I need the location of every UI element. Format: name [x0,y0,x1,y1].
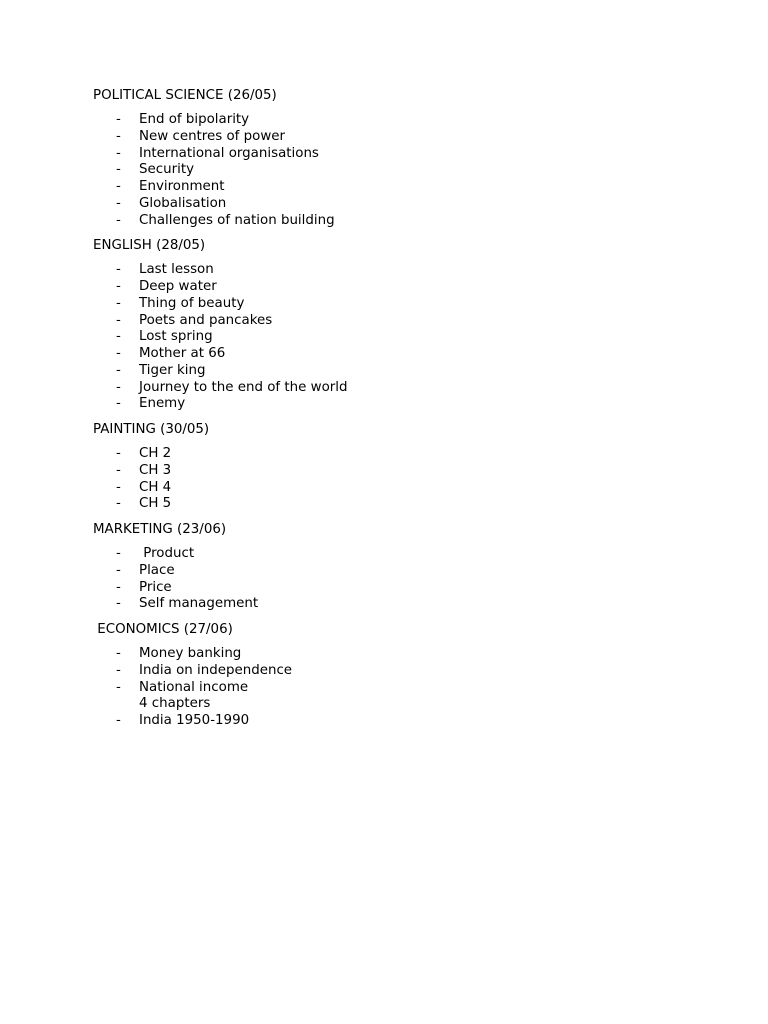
list-item-text: India on independence [139,662,293,678]
list-item [93,563,733,580]
section-item-list [93,646,733,730]
section-title: POLITICAL SCIENCE (26/05) [93,88,277,103]
list-item-text: National income [139,679,249,695]
dash-bullet: - [116,145,121,161]
list-item-text: Mother at 66 [139,346,226,361]
section-title: ENGLISH (28/05) [93,238,206,254]
list-item-text: Challenges of nation building [139,212,335,228]
list-item-text: Self management [139,596,259,612]
list-item-text: CH 4 [139,479,172,495]
list-item [93,596,733,613]
list-item [93,663,733,680]
dash-bullet: - [116,362,121,378]
list-item [93,546,733,563]
list-item-text: Globalisation [139,195,227,211]
list-item-text: CH 3 [139,462,172,478]
dash-bullet: - [116,279,121,294]
dash-bullet: - [116,579,121,595]
list-item [93,696,733,713]
list-item-text: Price [139,579,172,595]
list-item [93,380,733,397]
dash-bullet: - [116,479,121,495]
list-item-text: International organisations [139,145,319,161]
section-item-list [93,112,733,229]
dash-bullet: - [116,396,121,412]
list-item [93,580,733,597]
dash-bullet: - [116,112,121,127]
list-item-text: Thing of beauty [139,295,245,311]
list-item-text: New centres of power [139,128,286,144]
dash-bullet: - [116,662,121,678]
dash-bullet: - [116,346,121,361]
dash-bullet: - [116,546,121,561]
list-item-text: 4 chapters [139,696,211,712]
list-item-text: Lost spring [139,329,213,345]
list-item-text: End of bipolarity [139,112,250,127]
dash-bullet: - [116,596,121,612]
dash-bullet: - [116,446,121,461]
list-item [93,346,733,363]
list-item [93,196,733,213]
list-item [93,313,733,330]
list-item [93,262,733,279]
dash-bullet: - [116,562,121,578]
list-item-text: India 1950-1990 [139,713,250,728]
list-item [93,329,733,346]
list-item-text: Money banking [139,646,242,661]
section-item-list [93,546,733,613]
dash-bullet: - [116,179,121,194]
dash-bullet: - [116,162,121,178]
section-item-list [93,262,733,413]
list-item-text: Place [139,562,175,578]
section-title: PAINTING (30/05) [93,422,210,437]
list-item [93,446,733,463]
dash-bullet: - [116,379,121,395]
list-item [93,496,733,513]
list-item-text: CH 5 [139,496,172,512]
dash-bullet: - [116,195,121,211]
list-item [93,146,733,163]
dash-bullet: - [116,713,121,728]
dash-bullet: - [116,312,121,328]
section-title: MARKETING (23/06) [93,522,227,537]
dash-bullet: - [116,646,121,661]
list-item-text: Tiger king [139,362,206,378]
list-item [93,296,733,313]
list-item [93,112,733,129]
section-title: ECONOMICS (27/06) [93,622,233,637]
list-item-text: Deep water [139,279,217,294]
dash-bullet: - [116,128,121,144]
dash-bullet: - [116,212,121,228]
list-item [93,179,733,196]
list-item [93,363,733,380]
document-page [93,86,733,737]
dash-bullet: - [116,329,121,345]
list-item [93,480,733,497]
list-item-text: Product [139,546,195,561]
list-item-text: Journey to the end of the world [139,379,348,395]
list-item [93,213,733,230]
list-item-text: Enemy [139,396,186,412]
list-item [93,396,733,413]
list-item [93,646,733,663]
list-item-text: Poets and pancakes [139,312,273,328]
list-item-text: Security [139,162,194,178]
list-item-text: Environment [139,179,225,194]
list-item [93,463,733,480]
list-item [93,680,733,697]
list-item [93,162,733,179]
dash-bullet: - [116,679,121,695]
section-item-list [93,446,733,513]
dash-bullet: - [116,295,121,311]
list-item [93,279,733,296]
list-item [93,713,733,730]
list-item-text: Last lesson [139,262,214,278]
list-item-text: CH 2 [139,446,172,461]
dash-bullet: - [116,496,121,512]
dash-bullet: - [116,462,121,478]
dash-bullet: - [116,262,121,278]
list-item [93,129,733,146]
